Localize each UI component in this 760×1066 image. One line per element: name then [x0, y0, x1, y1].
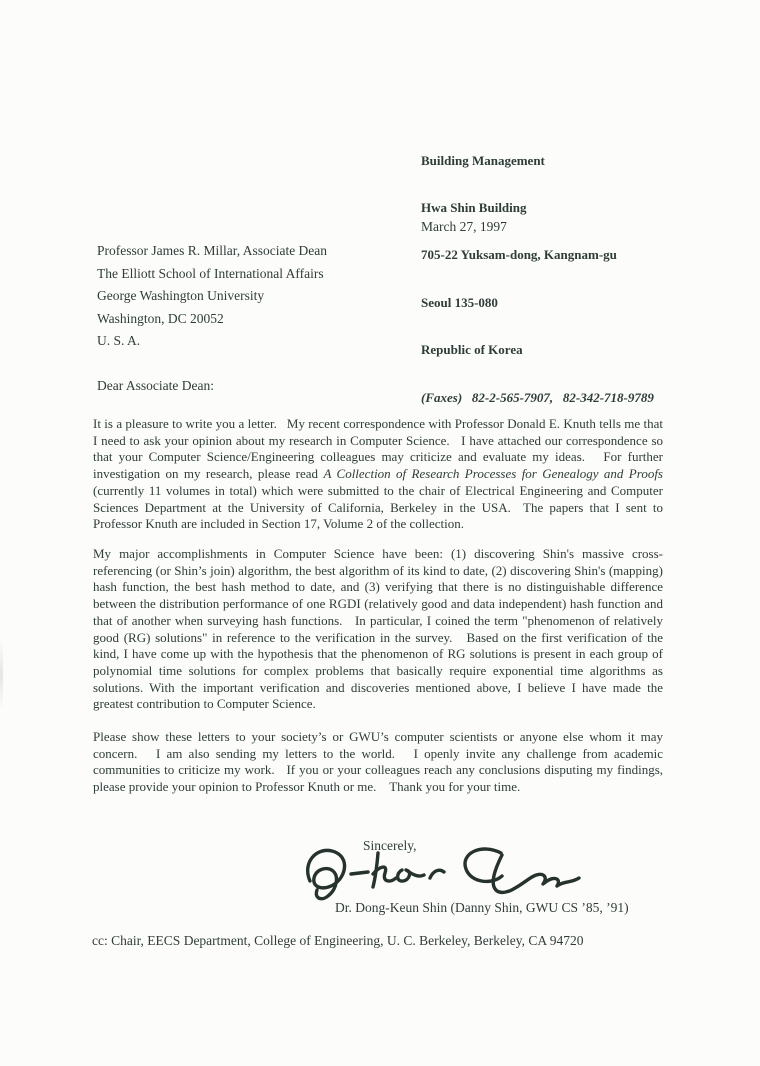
- recipient-address-line: The Elliott School of International Affairs: [97, 265, 324, 281]
- book-title-italic: A Collection of Research Processes for Genealogy and Proofs: [323, 466, 663, 482]
- recipient-address-block: [97, 240, 327, 353]
- handwritten-signature-icon: [296, 843, 586, 905]
- signature-strokes: [296, 843, 586, 905]
- paragraph-1-text-after: (currently 11 volumes in total) which were submitted to the chair of Electrical Engineering and Computer Sciences Department at the University of California, Berkeley in the USA. The papers that I sent to Professor Knuth are included in Section 17, Volume 2 of the collection.: [93, 466, 667, 532]
- typed-signature-name: Dr. Dong-Keun Shin (Danny Shin, GWU CS ’85, ’91): [335, 900, 629, 915]
- valediction: Sincerely,: [363, 838, 417, 853]
- sender-address-line: 705-22 Yuksam-dong, Kangnam-gu: [421, 247, 617, 263]
- recipient-address-line: U. S. A.: [97, 333, 141, 349]
- scan-artifact: [0, 640, 3, 710]
- salutation: Dear Associate Dean:: [97, 378, 214, 393]
- sender-address-line: Building Management: [421, 152, 545, 168]
- cc-line: cc: Chair, EECS Department, College of Engineering, U. C. Berkeley, Berkeley, CA 94720: [92, 933, 584, 948]
- recipient-address-line: Professor James R. Millar, Associate Dean: [97, 243, 328, 258]
- sender-address-line: Seoul 135-080: [421, 294, 498, 310]
- body-paragraph-1: [93, 416, 667, 533]
- body-paragraph-2: My major accomplishments in Computer Science have been: (1) discovering Shin's massive cross-referencing (or Shin’s join) algorithm, the best algorithm of its kind to date, (2) discovering Shin's (mapping) hash function, the best hash method to date, and (3) verifying that there is no distinguishable difference between the distribution performance of one RGDI (relatively good and data independent) hash function and that of another when surveying hash functions. In particular, I coined the term "phenomenon of relatively good (RG) solutions" in reference to the verification in the survey. Based on the first verification of the kind, I have come up with the hypothesis that the phenomenon of RG solutions is present in each group of polynomial time solutions for complex problems that basically require exponential time algorithms as solutions. With the important verification and discoveries mentioned above, I believe I have made the greatest contribution to Computer Science.: [93, 546, 667, 712]
- recipient-address-line: George Washington University: [97, 288, 265, 304]
- paragraph-1-text-before: It is a pleasure to write you a letter. My recent correspondence with Professor Donald E. Knuth tells me that I need to ask your opinion about my research in Computer Science. I have attached our correspondence so that your Computer Science/Engineering colleagues may criticize and evaluate my ideas. For further investigation on my research, please read: [93, 416, 667, 482]
- recipient-address-line: Washington, DC 20052: [97, 310, 224, 326]
- sender-address-line: Republic of Korea: [421, 342, 523, 358]
- sender-address-block: [421, 121, 654, 437]
- sender-fax-line: (Faxes) 82-2-565-7907, 82-342-718-9789: [421, 389, 654, 405]
- body-paragraph-3: Please show these letters to your society’s or GWU’s computer scientists or anyone else whom it may concern. I am also sending my letters to the world. I openly invite any challenge from academic communities to criticize my work. If you or your colleagues reach any conclusions disputing my findings, please provide your opinion to Professor Knuth or me. Thank you for your time.: [93, 729, 667, 795]
- sender-address-line: Hwa Shin Building: [421, 199, 527, 215]
- letter-date: March 27, 1997: [421, 219, 507, 234]
